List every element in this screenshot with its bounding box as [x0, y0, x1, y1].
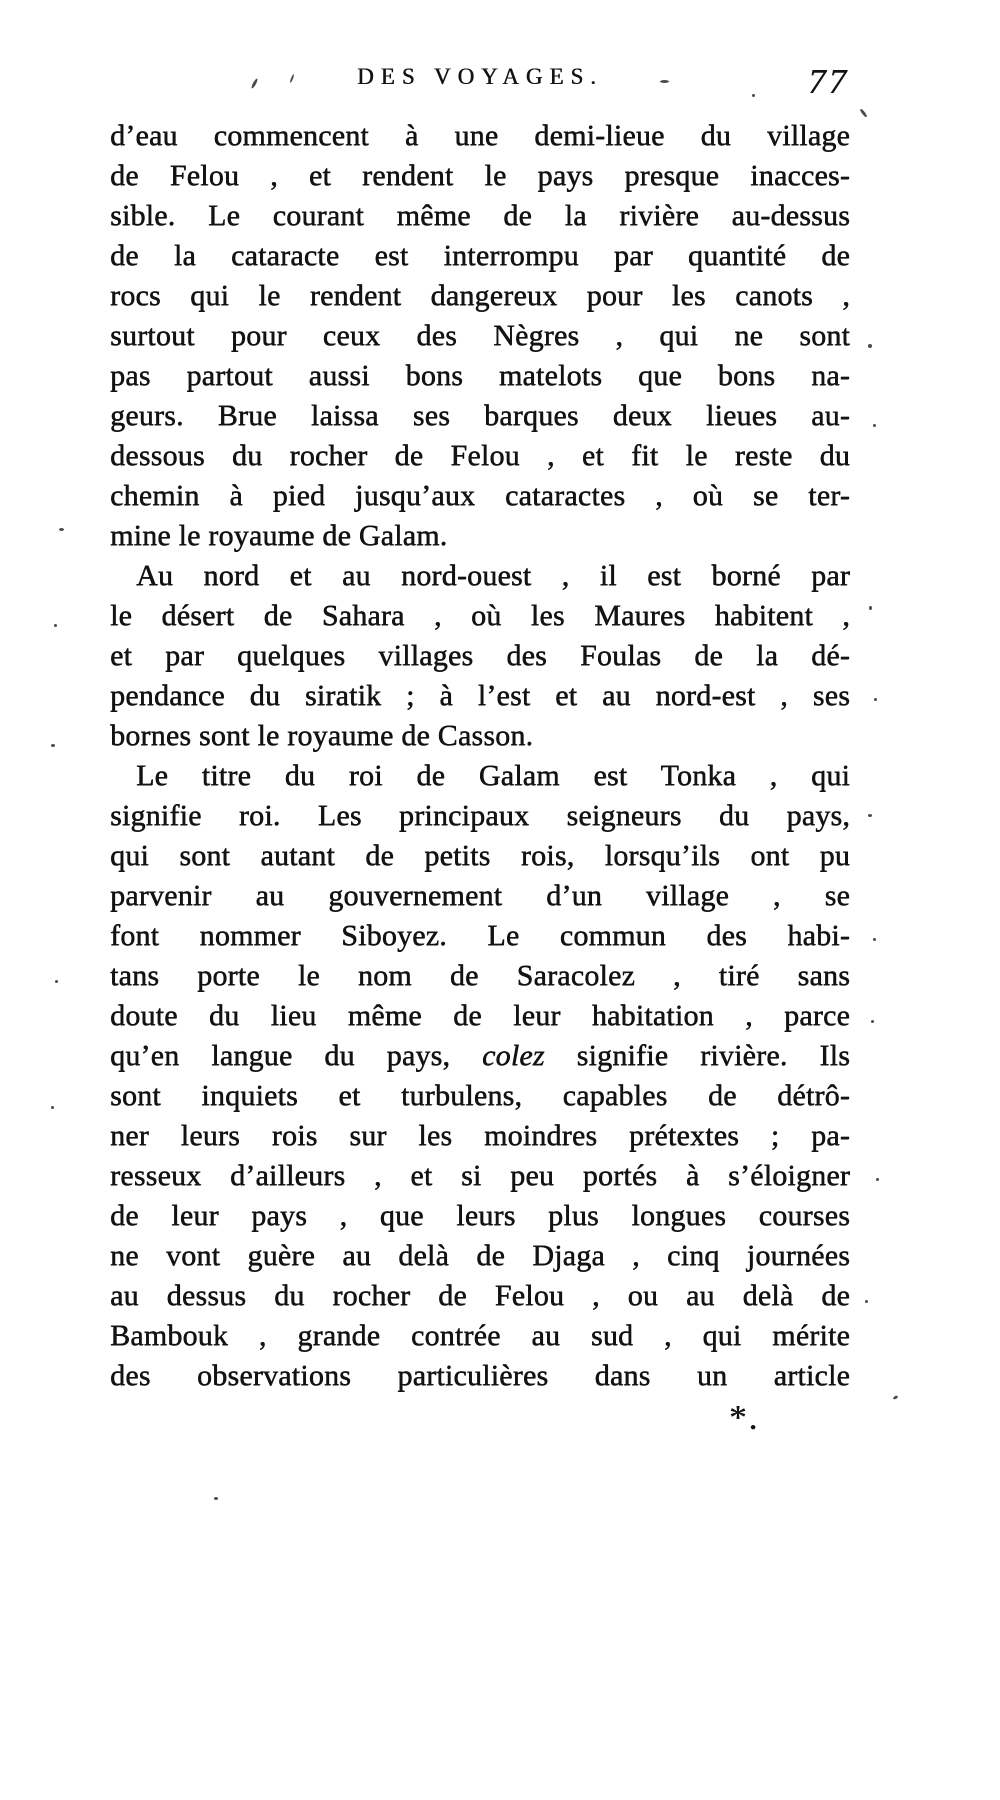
- text-line: d’eau commencent à une demi-lieue du village: [110, 119, 850, 152]
- text-line: le désert de Sahara , où les Maures habitent ,: [110, 599, 850, 632]
- text-line: ner leurs rois sur les moindres prétextes ; pa-: [110, 1119, 850, 1152]
- text-line: sont inquiets et turbulens, capables de détrô-: [110, 1079, 850, 1112]
- text-line: au dessus du rocher de Felou , ou au delà de: [110, 1279, 850, 1312]
- scan-speck: [859, 108, 868, 118]
- running-title: DES VOYAGES.: [357, 64, 603, 89]
- scan-speck: [893, 1395, 899, 1400]
- text-line: signifie roi. Les principaux seigneurs du pays,: [110, 799, 850, 832]
- text-line: ne vont guère au delà de Djaga , cinq journées: [110, 1239, 850, 1272]
- text-line: Au nord et au nord-ouest , il est borné par: [136, 559, 850, 592]
- scan-speck: [51, 1106, 54, 1109]
- text-line: et par quelques villages des Foulas de la dé-: [110, 639, 850, 672]
- text-line: de Felou , et rendent le pays presque inacces-: [110, 159, 850, 192]
- text-line: resseux d’ailleurs , et si peu portés à s’éloigner: [110, 1159, 850, 1192]
- scan-speck: [876, 1178, 879, 1181]
- text-line: dessous du rocher de Felou , et fit le reste du: [110, 439, 850, 472]
- scan-speck: [752, 94, 755, 97]
- text-line: qui sont autant de petits rois, lorsqu’ils ont pu: [110, 839, 850, 872]
- scan-speck: [874, 698, 877, 701]
- text-line: Bambouk , grande contrée au sud , qui mérite: [110, 1319, 850, 1352]
- text-line: de leur pays , que leurs plus longues courses: [110, 1199, 850, 1232]
- scan-speck: [660, 80, 669, 83]
- scan-speck: [59, 528, 64, 531]
- scan-speck: [865, 1300, 868, 1303]
- text-line: geurs. Brue laissa ses barques deux lieues au-: [110, 399, 850, 432]
- text-line: doute du lieu même de leur habitation , parce: [110, 999, 850, 1032]
- text-segment: qu’en langue du pays,: [110, 1039, 483, 1072]
- scan-speck: [868, 344, 872, 348]
- text-line: pendance du siratik ; à l’est et au nord-est , ses: [110, 679, 850, 712]
- text-line: pas partout aussi bons matelots que bons na-: [110, 359, 850, 392]
- text-line: Le titre du roi de Galam est Tonka , qui: [136, 759, 850, 792]
- text-line: mine le royaume de Galam.: [110, 519, 448, 552]
- scan-speck: [873, 424, 876, 427]
- text-line: surtout pour ceux des Nègres , qui ne sont: [110, 319, 850, 352]
- scan-speck: [868, 814, 872, 817]
- text-line: de la cataracte est interrompu par quantité de: [110, 239, 850, 272]
- text-line: parvenir au gouvernement d’un village , se: [110, 879, 850, 912]
- scan-speck: [873, 938, 876, 941]
- scan-speck: [871, 1020, 874, 1023]
- scan-speck: [55, 980, 58, 983]
- text-line: font nommer Siboyez. Le commun des habi-: [110, 919, 850, 952]
- scan-speck: [214, 1497, 218, 1500]
- text-line: rocs qui le rendent dangereux pour les canots ,: [110, 279, 850, 312]
- page-number: 77: [808, 62, 849, 101]
- text-line: bornes sont le royaume de Casson.: [110, 719, 534, 752]
- text-line: [110, 1036, 850, 1076]
- scan-speck: [54, 624, 57, 627]
- body-text: [110, 116, 850, 1396]
- scan-speck: [51, 744, 55, 747]
- text-segment: signifie rivière. Ils: [544, 1039, 850, 1072]
- text-line: chemin à pied jusqu’aux cataractes , où se ter-: [110, 479, 850, 512]
- signature-mark: *.: [729, 1398, 760, 1437]
- text-line: sible. Le courant même de la rivière au-dessus: [110, 199, 850, 232]
- text-line: tans porte le nom de Saracolez , tiré sans: [110, 959, 850, 992]
- text-line: des observations particulières dans un article: [110, 1359, 850, 1392]
- scan-speck: [869, 606, 872, 610]
- italic-word: colez: [482, 1039, 545, 1072]
